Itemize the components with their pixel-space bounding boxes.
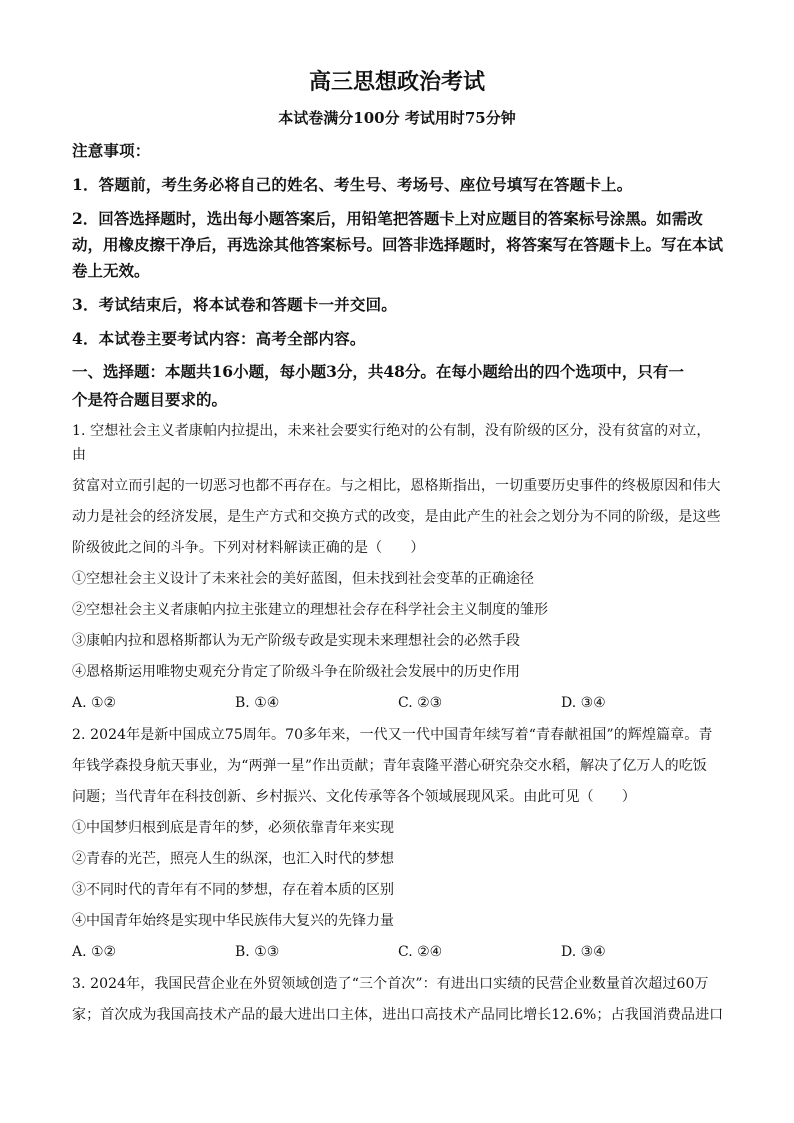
question-2-choices: [72, 940, 724, 964]
question-1-statement-3: ③康帕内拉和恩格斯都认为无产阶级专政是实现未来理想社会的必然手段: [72, 633, 520, 649]
question-1-statement-2: ②空想社会主义者康帕内拉主张建立的理想社会存在科学社会主义制度的雏形: [72, 602, 548, 618]
question-2-statement-3: ③不同时代的青年有不同的梦想，存在着本质的区别: [72, 882, 394, 898]
question-2-stem: [72, 723, 724, 809]
question-1-choices: [72, 691, 724, 715]
question-2-statement-4: ④中国青年始终是实现中华民族伟大复兴的先锋力量: [72, 913, 394, 929]
question-2-statement-1: ①中国梦归根到底是青年的梦，必须依靠青年来实现: [72, 820, 394, 836]
question-3: [72, 972, 724, 1027]
question-3-stem-line-1: 3. 2024年，我国民营企业在外贸领域创造了“三个首次”：有进出口实绩的民营企业数量首次超过60万: [72, 976, 709, 992]
question-2-choice-a: A. ①②: [72, 944, 117, 960]
exam-info: 本试卷满分100分 考试用时75分钟: [278, 109, 516, 127]
question-1-stem-line-3: 动力是社会的经济发展，是生产方式和交换方式的改变，是由此产生的社会之划分为不同的阶级，是这些: [72, 509, 721, 525]
page-title: 高三思想政治考试: [308, 69, 485, 95]
question-2: [72, 723, 724, 964]
question-2-statement-2: ②青春的光芒，照亮人生的纵深，也汇入时代的梦想: [72, 851, 394, 867]
question-2-stem-line-2: 年钱学森投身航天事业，为“两弹一星”作出贡献；青年袁隆平潜心研究杂交水稻，解决了亿万人的吃饭: [72, 758, 707, 774]
section-heading: [72, 358, 724, 414]
question-1-statement-4: ④恩格斯运用唯物史观充分肯定了阶级斗争在阶级社会发展中的历史作用: [72, 664, 520, 680]
question-2-choice-d: D. ③④: [561, 944, 606, 960]
notice-item-4: 4．本试卷主要考试内容：高考全部内容。: [72, 329, 366, 348]
question-1-choice-d: D. ③④: [561, 695, 606, 711]
question-3-stem-line-2: 家；首次成为我国高技术产品的最大进出口主体，进出口高技术产品同比增长12.6%；占我国消费品进口: [72, 1007, 724, 1023]
question-1-choice-a: A. ①②: [72, 695, 117, 711]
notice-item-2: 2．回答选择题时，选出每小题答案后，用铅笔把答题卡上对应题目的答案标号涂黑。如需改动，用橡皮擦干净后，再选涂其他答案标号。回答非选择题时，将答案写在答题卡上。写在本试卷上无效。: [72, 209, 724, 280]
question-1-choice-c: C. ②③: [398, 695, 443, 711]
question-1-stem-line-1: 1. 空想社会主义者康帕内拉提出，未来社会要实行绝对的公有制，没有阶级的区分，没有贫富的对立，由: [72, 423, 711, 463]
question-2-stem-line-1: 2. 2024年是新中国成立75周年。70多年来，一代又一代中国青年续写着“青春献祖国”的辉煌篇章。青: [72, 727, 713, 743]
notice-heading: 注意事项：: [72, 141, 151, 160]
question-1-stem: [72, 419, 724, 560]
section-heading-line-2: 个是符合题目要求的。: [72, 390, 228, 409]
question-2-choice-b: B. ①③: [235, 944, 280, 960]
notice-item-3: 3．考试结束后，将本试卷和答题卡一并交回。: [72, 295, 397, 314]
question-3-stem: [72, 972, 724, 1027]
notice-item-1: 1．答题前，考生务必将自己的姓名、考生号、考场号、座位号填写在答题卡上。: [72, 175, 633, 194]
section-heading-line-1: 一、选择题：本题共16小题，每小题3分，共48分。在每小题给出的四个选项中，只有一: [72, 362, 684, 381]
question-2-choice-c: C. ②④: [398, 944, 443, 960]
question-1-choice-b: B. ①④: [235, 695, 280, 711]
notice-block: [72, 138, 724, 360]
question-1-stem-line-2: 贫富对立而引起的一切恶习也都不再存在。与之相比，恩格斯指出，一切重要历史事件的终极原因和伟大: [72, 478, 721, 494]
question-1-statement-1: ①空想社会主义设计了未来社会的美好蓝图，但未找到社会变革的正确途径: [72, 571, 534, 587]
question-1: [72, 419, 724, 715]
question-2-stem-line-3: 问题；当代青年在科技创新、乡村振兴、文化传承等各个领域展现风采。由此可见（ ）: [72, 789, 636, 805]
question-1-stem-line-4: 阶级彼此之间的斗争。下列对材料解读正确的是（ ）: [72, 540, 425, 556]
question-list: [72, 419, 724, 1034]
